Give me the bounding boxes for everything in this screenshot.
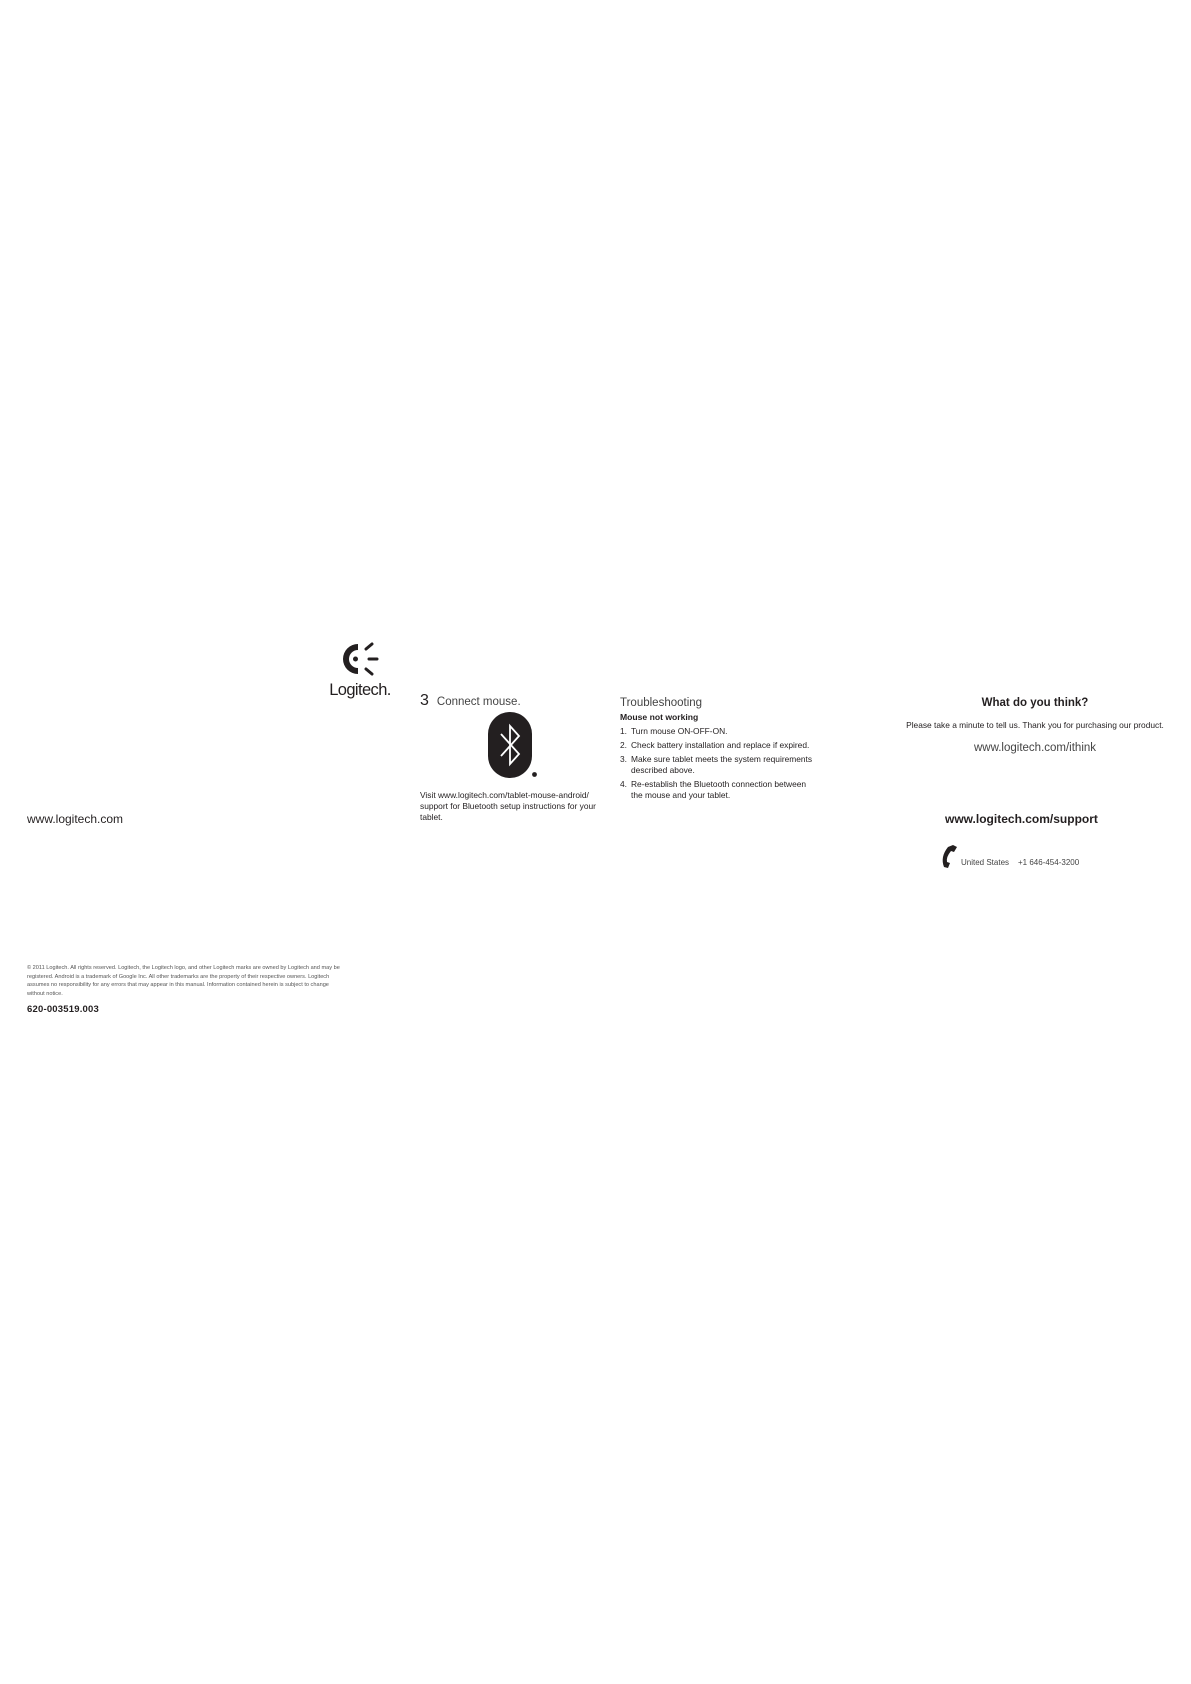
bluetooth-icon xyxy=(488,712,538,778)
support-country: United States xyxy=(961,858,1010,867)
support-phone-number[interactable]: +1 646-454-3200 xyxy=(1018,858,1080,867)
bluetooth-setup-instructions: Visit www.logitech.com/tablet-mouse-android/ support for Bluetooth setup instructions for your tablet. xyxy=(420,790,596,822)
troubleshooting-subtitle: Mouse not working xyxy=(620,712,699,722)
website-link[interactable]: www.logitech.com xyxy=(27,812,124,826)
step-title: Connect mouse. xyxy=(436,696,521,708)
list-item-number: 1. xyxy=(620,726,627,736)
list-item xyxy=(620,754,820,776)
feedback-body: Please take a minute to tell us. Thank you for purchasing our product. xyxy=(906,720,1164,730)
copyright-notice: © 2011 Logitech. All rights reserved. Logitech, the Logitech logo, and other Logitech marks are owned by Logitech and may be registered. Android is a trademark of Google Inc. All other trademarks are the property of their respective owners. Logitech assumes no responsibility for any errors that may appear in this manual. Information contained herein is subject to change without notice. xyxy=(27,965,340,997)
list-item-text: Make sure tablet meets the system requirements described above. xyxy=(631,754,813,775)
support-link[interactable]: www.logitech.com/support xyxy=(945,812,1098,826)
feedback-link[interactable]: www.logitech.com/ithink xyxy=(973,742,1097,754)
brand-wordmark: Logitech. xyxy=(329,681,391,699)
step-3-heading xyxy=(420,692,521,710)
list-item-text: Turn mouse ON-OFF-ON. xyxy=(631,726,728,736)
list-item-number: 2. xyxy=(620,740,627,750)
troubleshooting-title: Troubleshooting xyxy=(620,697,703,709)
list-item-text: Check battery installation and replace if expired. xyxy=(631,740,810,750)
feedback-title: What do you think? xyxy=(981,697,1089,709)
list-item xyxy=(620,779,820,801)
list-item-number: 3. xyxy=(620,754,627,764)
bluetooth-badge xyxy=(488,712,538,783)
list-item-number: 4. xyxy=(620,779,627,789)
list-item-text: Re-establish the Bluetooth connection between the mouse and your tablet. xyxy=(631,779,807,800)
feedback-section xyxy=(880,697,1190,754)
logitech-logo xyxy=(326,640,394,700)
troubleshooting-list xyxy=(620,726,820,801)
list-item xyxy=(620,726,820,737)
list-item xyxy=(620,740,820,751)
troubleshooting-section xyxy=(620,697,820,804)
phone-icon xyxy=(938,843,960,869)
logitech-logo-icon xyxy=(336,640,384,678)
step-number: 3 xyxy=(420,692,429,709)
phone-badge xyxy=(938,843,960,874)
part-number: 620-003519.003 xyxy=(27,1004,100,1015)
